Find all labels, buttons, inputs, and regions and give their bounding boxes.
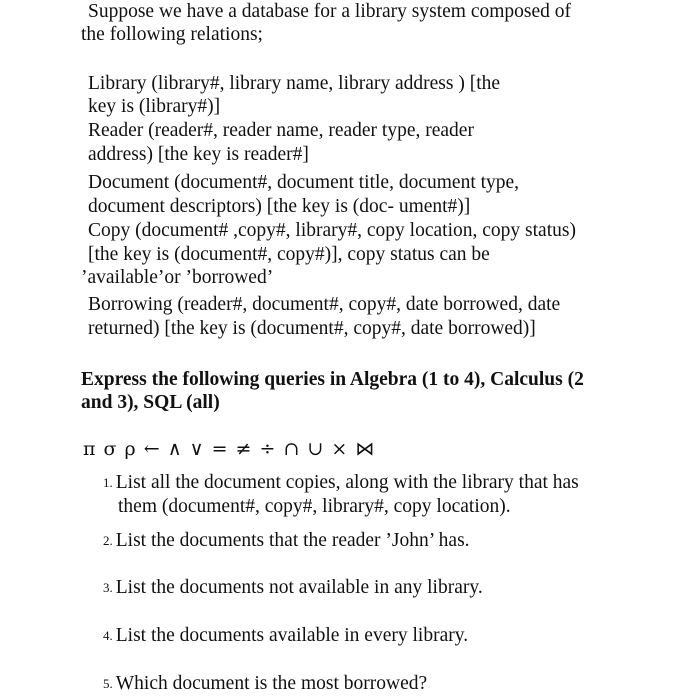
intro-line: Suppose we have a database for a library system composed of	[88, 1, 572, 22]
relation-line: Borrowing (reader#, document#, copy#, date borrowed, date	[88, 294, 561, 315]
query-number: 5.	[103, 676, 113, 691]
relation-line: Library (library#, library name, library address ) [the	[88, 73, 501, 94]
relation-line: document descriptors) [the key is (doc- ument#)]	[88, 196, 471, 217]
operator-symbols: π σ ρ ← ∧ ∨ = ≠ ÷ ∩ ∪ × ⋈	[83, 438, 376, 460]
query-text: List the documents that the reader ’John’ has.	[115, 530, 470, 551]
relation-line: ’available’or ’borrowed’	[81, 267, 274, 288]
query-item	[103, 471, 579, 495]
query-text: List the documents available in every library.	[115, 625, 469, 646]
query-number: 1.	[103, 475, 113, 490]
query-number: 3.	[103, 580, 113, 595]
query-text-continued: them (document#, copy#, library#, copy location).	[118, 496, 511, 517]
query-item	[103, 672, 427, 696]
query-item	[103, 576, 483, 600]
query-text: Which document is the most borrowed?	[115, 673, 428, 694]
query-number: 4.	[103, 628, 113, 643]
relation-line: Document (document#, document title, document type,	[88, 172, 520, 193]
query-item	[103, 529, 470, 553]
query-text: List all the document copies, along with the library that has	[115, 472, 579, 493]
relation-line: Reader (reader#, reader name, reader type, reader	[88, 120, 474, 141]
relation-line: [the key is (document#, copy#)], copy status can be	[88, 244, 490, 265]
intro-line: the following relations;	[81, 24, 263, 45]
relation-line: returned) [the key is (document#, copy#, date borrowed)]	[88, 318, 536, 339]
relation-line: address) [the key is reader#]	[88, 144, 309, 165]
task-line: Express the following queries in Algebra (1 to 4), Calculus (2	[81, 369, 584, 390]
query-item	[103, 624, 468, 648]
relation-line: key is (library#)]	[88, 96, 221, 117]
relation-line: Copy (document# ,copy#, library#, copy location, copy status)	[88, 220, 576, 241]
task-line: and 3), SQL (all)	[81, 392, 220, 413]
query-number: 2.	[103, 533, 113, 548]
query-text: List the documents not available in any library.	[115, 577, 483, 598]
